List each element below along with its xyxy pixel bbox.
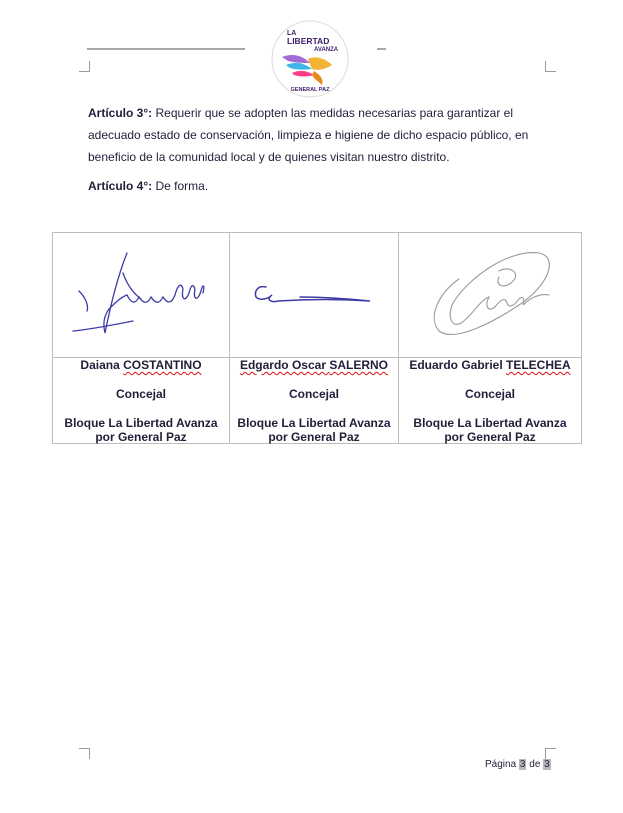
signatory-name: Daiana COSTANTINO	[80, 358, 202, 372]
header-rule-right	[377, 48, 386, 50]
page-number-footer: Página 3 de 3	[485, 759, 550, 770]
svg-text:LA: LA	[287, 30, 297, 37]
crop-mark-top-left	[79, 61, 90, 72]
article-4-paragraph	[88, 175, 558, 197]
signatory-bloc: Bloque La Libertad Avanza por General Paz	[237, 416, 391, 444]
crop-mark-bottom-right	[545, 748, 556, 759]
la-libertad-avanza-logo	[268, 19, 352, 99]
article-3-text: Requerir que se adopten las medidas necesarias para garantizar el adecuado estado de conservación, limpieza e higiene de dicho espacio público, en beneficio de la comunidad local y de quienes visitan nuestro distrito.	[88, 106, 529, 164]
signature-cell	[53, 233, 230, 443]
signatory-name: Eduardo Gabriel TELECHEA	[409, 358, 571, 372]
article-3-label: Artículo 3°:	[88, 106, 153, 120]
signature-table	[52, 232, 582, 444]
header-rule-left	[87, 48, 245, 50]
article-3-paragraph	[88, 102, 558, 168]
signature-cell	[230, 233, 399, 443]
signatory-role: Concejal	[288, 387, 339, 401]
signature-image-costantino	[53, 233, 229, 358]
article-4-label: Artículo 4°:	[88, 179, 153, 193]
signatory-name: Edgardo Oscar SALERNO	[239, 358, 389, 372]
signatory-role: Concejal	[115, 387, 166, 401]
svg-text:GENERAL PAZ: GENERAL PAZ	[290, 87, 330, 93]
crop-mark-top-right	[545, 61, 556, 72]
article-4-text: De forma.	[152, 179, 209, 193]
signature-image-telechea	[399, 233, 581, 358]
svg-text:LIBERTAD: LIBERTAD	[287, 36, 330, 46]
signatory-bloc: Bloque La Libertad Avanza por General Paz	[413, 416, 567, 444]
total-pages-field: 3	[544, 759, 550, 770]
crop-mark-bottom-left	[79, 748, 90, 759]
signature-cell	[399, 233, 581, 443]
signatory-bloc: Bloque La Libertad Avanza por General Paz	[64, 416, 218, 444]
signature-image-salerno	[230, 233, 398, 358]
signatory-role: Concejal	[464, 387, 515, 401]
current-page-field: 3	[519, 759, 526, 770]
svg-text:AVANZA: AVANZA	[314, 47, 339, 53]
